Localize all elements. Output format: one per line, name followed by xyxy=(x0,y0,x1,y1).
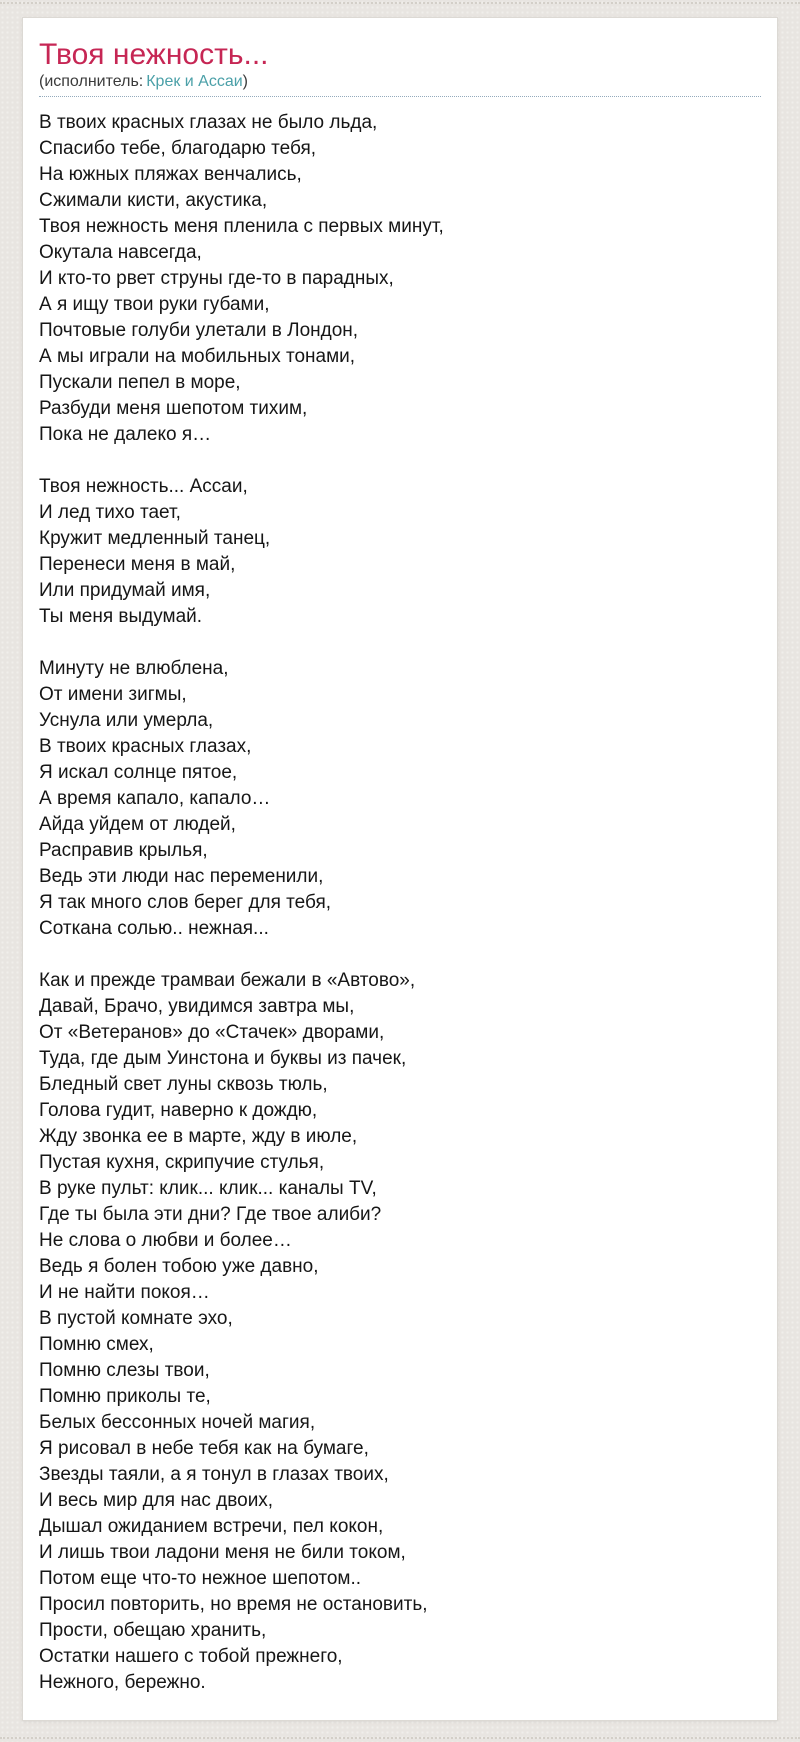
lyric-line: Просил повторить, но время не остановить, xyxy=(39,1594,428,1615)
lyric-line: Помню смех, xyxy=(39,1334,154,1355)
lyric-line: Ведь эти люди нас переменили, xyxy=(39,866,324,887)
lyric-line: А мы играли на мобильных тонами, xyxy=(39,346,356,367)
lyric-line: Туда, где дым Уинстона и буквы из пачек, xyxy=(39,1048,407,1069)
song-title: Твоя нежность... xyxy=(39,38,269,71)
lyric-line: Где ты была эти дни? Где твое алиби? xyxy=(39,1204,382,1225)
lyric-line: Твоя нежность меня пленила с первых минут, xyxy=(39,216,444,237)
lyric-line: И лишь твои ладони меня не били током, xyxy=(39,1542,406,1563)
lyric-line: Бледный свет луны сквозь тюль, xyxy=(39,1074,328,1095)
lyric-line: Пускали пепел в море, xyxy=(39,372,241,393)
lyric-line: Жду звонка ее в марте, жду в июле, xyxy=(39,1126,358,1147)
lyric-line: Почтовые голуби улетали в Лондон, xyxy=(39,320,359,341)
lyric-line: Айда уйдем от людей, xyxy=(39,814,236,835)
lyric-line: Ведь я болен тобою уже давно, xyxy=(39,1256,319,1277)
lyric-line: В руке пульт: клик... клик... каналы TV, xyxy=(39,1178,377,1199)
lyric-line: Белых бессонных ночей магия, xyxy=(39,1412,316,1433)
lyrics-stanza xyxy=(39,656,761,942)
lyric-line: И весь мир для нас двоих, xyxy=(39,1490,274,1511)
lyric-line: Пустая кухня, скрипучие стулья, xyxy=(39,1152,325,1173)
lyric-line: А я ищу твои руки губами, xyxy=(39,294,270,315)
lyric-line: В твоих красных глазах не было льда, xyxy=(39,112,378,133)
lyric-line: Я рисовал в небе тебя как на бумаге, xyxy=(39,1438,369,1459)
lyric-line: Я искал солнце пятое, xyxy=(39,762,238,783)
lyric-line: Помню слезы твои, xyxy=(39,1360,210,1381)
lyric-line: Кружит медленный танец, xyxy=(39,528,271,549)
lyric-line: Ты меня выдумай. xyxy=(39,606,203,627)
lyric-line: Голова гудит, наверно к дождю, xyxy=(39,1100,318,1121)
lyric-line: На южных пляжах венчались, xyxy=(39,164,302,185)
lyric-line: И лед тихо тает, xyxy=(39,502,181,523)
lyric-line: Прости, обещаю хранить, xyxy=(39,1620,267,1641)
lyric-line: Минуту не влюблена, xyxy=(39,658,229,679)
lyrics-stanza xyxy=(39,110,761,448)
lyric-line: Соткана солью.. нежная... xyxy=(39,918,269,939)
lyrics-stanza xyxy=(39,968,761,1696)
lyric-line: А время капало, капало… xyxy=(39,788,271,809)
artist-suffix: ) xyxy=(242,73,248,90)
lyrics-text xyxy=(39,110,761,1696)
lyric-line: Или придумай имя, xyxy=(39,580,211,601)
top-dotted-seam xyxy=(0,2,800,4)
lyric-line: В твоих красных глазах, xyxy=(39,736,252,757)
lyric-line: Уснула или умерла, xyxy=(39,710,214,731)
lyric-line: Разбуди меня шепотом тихим, xyxy=(39,398,308,419)
lyric-line: В пустой комнате эхо, xyxy=(39,1308,233,1329)
lyric-line: Спасибо тебе, благодарю тебя, xyxy=(39,138,317,159)
lyrics-stanza xyxy=(39,474,761,630)
lyric-line: Пока не далеко я… xyxy=(39,424,212,445)
lyric-line: Как и прежде трамваи бежали в «Автово», xyxy=(39,970,416,991)
lyric-line: Не слова о любви и более… xyxy=(39,1230,292,1251)
lyric-line: От «Ветеранов» до «Стачек» дворами, xyxy=(39,1022,385,1043)
lyric-line: Давай, Брачо, увидимся завтра мы, xyxy=(39,996,355,1017)
lyric-line: Расправив крылья, xyxy=(39,840,208,861)
lyric-line: Дышал ожиданием встречи, пел кокон, xyxy=(39,1516,384,1537)
lyric-line: Я так много слов берег для тебя, xyxy=(39,892,332,913)
lyric-line: И не найти покоя… xyxy=(39,1282,210,1303)
artist-prefix: (исполнитель: xyxy=(39,73,144,90)
artist-line xyxy=(39,72,761,97)
lyric-line: Потом еще что-то нежное шепотом.. xyxy=(39,1568,362,1589)
lyric-line: Нежного, бережно. xyxy=(39,1672,206,1693)
lyric-line: Окутала навсегда, xyxy=(39,242,202,263)
artist-link[interactable]: Крек и Ассаи xyxy=(146,73,243,90)
lyric-line: Сжимали кисти, акустика, xyxy=(39,190,268,211)
lyric-line: От имени зигмы, xyxy=(39,684,187,705)
lyric-line: Твоя нежность... Ассаи, xyxy=(39,476,248,497)
lyric-line: Перенеси меня в май, xyxy=(39,554,236,575)
lyric-line: Остатки нашего с тобой прежнего, xyxy=(39,1646,343,1667)
lyric-line: Звезды таяли, а я тонул в глазах твоих, xyxy=(39,1464,389,1485)
bottom-dotted-seam xyxy=(0,1737,800,1739)
lyric-line: И кто-то рвет струны где-то в парадных, xyxy=(39,268,394,289)
lyric-line: Помню приколы те, xyxy=(39,1386,211,1407)
lyrics-card xyxy=(22,17,778,1721)
